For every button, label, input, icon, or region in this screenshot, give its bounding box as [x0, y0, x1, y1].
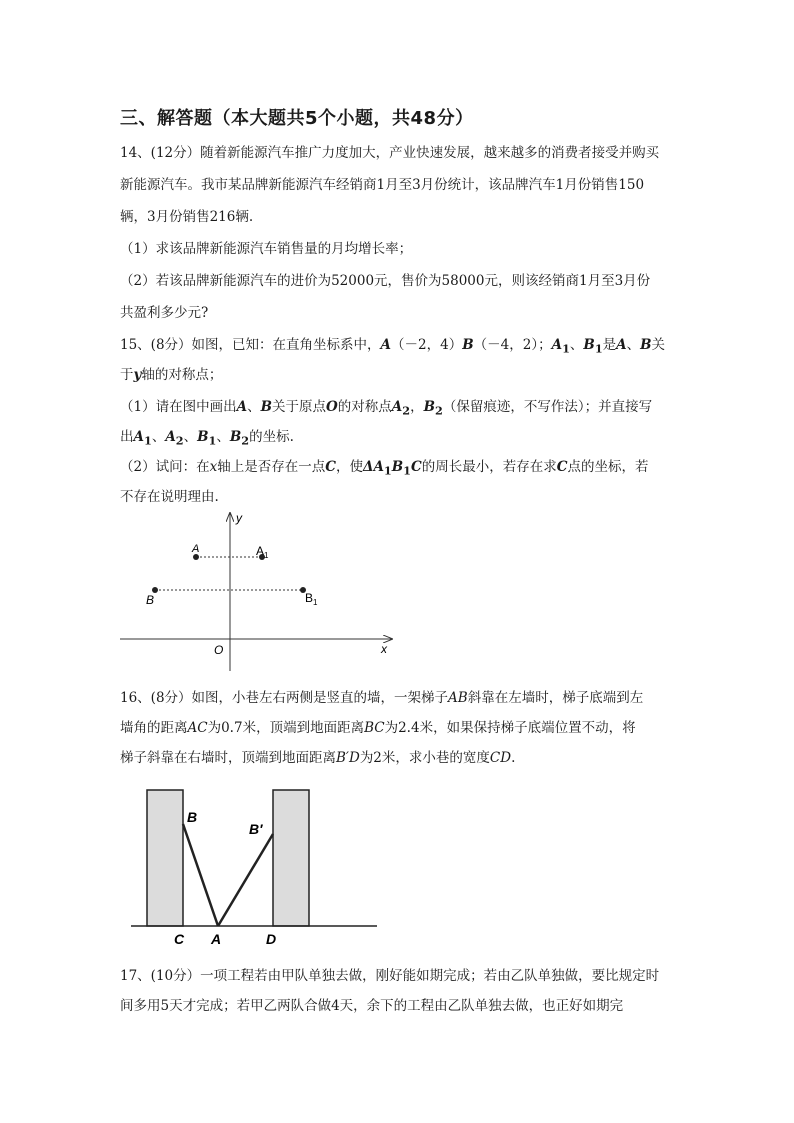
q14-line3: 辆，3月份销售216辆.: [120, 209, 254, 225]
q15-line2: [120, 365, 222, 385]
point-b1-label: $B_1$: [305, 591, 318, 607]
q16-text: .: [511, 750, 516, 766]
q16-text: 16、(8分）如图，小巷左右两侧是竖直的墙，一架梯子: [120, 690, 449, 706]
x-axis-label: x: [381, 642, 387, 656]
q14-part2-line1: （2）若该品牌新能源汽车的进价为52000元，售价为58000元，则该经销商1月至3月份: [120, 273, 651, 289]
ladder-left: [183, 824, 218, 926]
segment-bd: B′D: [336, 750, 360, 766]
point-c-label: C: [556, 459, 568, 475]
point-b-prime-label: B′: [249, 821, 263, 837]
point-a-label: A: [192, 543, 200, 555]
subscript: 1: [403, 463, 411, 478]
q15-text: 关于原点: [272, 399, 326, 415]
ladder-diagram: [125, 780, 385, 950]
q14-line1: 14、(12分）随着新能源汽车推广力度加大，产业快速发展，越来越多的消费者接受并购买: [120, 145, 660, 161]
subscript: 2: [402, 403, 411, 418]
point-a-label: A: [236, 399, 248, 415]
q15-part1-line2: [120, 427, 294, 451]
separator: 、: [247, 399, 261, 415]
subscript: 2: [435, 403, 443, 418]
point-label: B: [391, 459, 404, 475]
separator: 、: [183, 429, 198, 445]
q17-line2: 间多用5天才完成；若甲乙两队合做4天，余下的工程由乙队单独去做，也正好如期完: [120, 998, 624, 1014]
q16-text: 梯子斜靠在右墙时，顶端到地面距离: [120, 750, 336, 766]
segment-ac: AC: [187, 720, 208, 736]
segment-ab: AB: [448, 690, 468, 706]
subscript: 2: [175, 433, 184, 448]
q16-line2: [120, 718, 636, 738]
q16-text: 为2.4米，如果保持梯子底端位置不动，将: [384, 720, 636, 736]
subscript: 1: [594, 341, 603, 356]
q14-part1: （1）求该品牌新能源汽车销售量的月均增长率；: [120, 241, 413, 257]
q15-text: （2）试问：在: [120, 459, 210, 475]
point-label: B: [229, 429, 242, 445]
point-b-label: B: [640, 337, 652, 353]
separator: 、: [569, 337, 584, 353]
q16-text: 为2米，求小巷的宽度: [359, 750, 490, 766]
q15-text: （保留痕迹，不写作法）；并直接写: [442, 399, 653, 415]
q15-part2-line2: 不存在说明理由.: [120, 489, 219, 505]
q15-text: 是: [602, 337, 617, 353]
separator: 、: [216, 429, 230, 445]
subscript: 2: [241, 433, 250, 448]
subscript: 1: [208, 433, 217, 448]
q17-line1: 17、(10分）一项工程若由甲队单独去做，刚好能如期完成；若由乙队单独做，要比规定时: [120, 968, 660, 984]
point-c-label: C: [411, 459, 422, 475]
point-b2-label: B: [423, 399, 435, 415]
point-a1-label: $A_1$: [256, 544, 269, 560]
q14-part2-line2: 共盈利多少元?: [120, 305, 209, 321]
point-c-label: C: [325, 459, 336, 475]
point-c-label: C: [174, 931, 185, 947]
q16-text: 斜靠在左墙时，梯子底端到左: [467, 690, 644, 706]
q15-text: 15、(8分）如图，已知：在直角坐标系中，: [120, 337, 381, 353]
subscript: 1: [383, 463, 392, 478]
segment-cd: CD: [489, 750, 512, 766]
point-a1-label: A: [551, 337, 563, 353]
q15-text: 的坐标.: [249, 429, 294, 445]
q16-text: 为0.7米，顶端到地面距离: [207, 720, 365, 736]
left-wall: [147, 790, 183, 926]
q16-line3: [120, 748, 515, 768]
point-a-label: A: [211, 931, 222, 947]
right-wall: [273, 790, 309, 926]
separator: 、: [151, 429, 166, 445]
point-a-coord: （－2，4）: [391, 337, 463, 353]
origin-label: O: [214, 643, 224, 657]
q16-line1: [120, 688, 643, 708]
q15-text: 轴上是否存在一点: [217, 459, 326, 475]
point-b-coord: （－4，2）；: [473, 337, 552, 353]
q15-part1-line1: [120, 397, 652, 421]
q15-text: 的对称点: [337, 399, 392, 415]
section-title: 三、解答题（本大题共5个小题，共48分）: [120, 108, 474, 129]
point-b-label: B: [187, 809, 198, 825]
q15-text: 关: [651, 337, 666, 353]
q15-text: 于: [120, 367, 134, 383]
q16-text: 墙角的距离: [120, 720, 188, 736]
subscript: 1: [562, 341, 570, 356]
q15-text: 的周长最小，若存在求: [421, 459, 557, 475]
q15-text: ，使: [335, 459, 363, 475]
separator: 、: [626, 337, 641, 353]
q15-text: 出: [120, 429, 134, 445]
point-label: A: [165, 429, 176, 445]
q15-text: 点的坐标，若: [567, 459, 649, 475]
point-b-label: B: [462, 337, 474, 353]
coordinate-diagram: [110, 505, 410, 680]
point-b1-label: B: [583, 337, 595, 353]
y-axis-label: y: [236, 511, 242, 525]
point-d-label: D: [266, 931, 277, 947]
x-axis-symbol: x: [209, 459, 218, 475]
q15-line1: [120, 335, 665, 359]
y-axis-symbol: y: [133, 367, 142, 383]
point-label: A: [133, 429, 144, 445]
origin-label: O: [326, 399, 338, 415]
q15-part2-line1: [120, 457, 649, 481]
segment-bc: BC: [364, 720, 385, 736]
point-a2-label: A: [391, 399, 403, 415]
point-label: B: [197, 429, 209, 445]
point-a-label: A: [380, 337, 392, 353]
point-a-label: A: [616, 337, 627, 353]
q15-text: 轴的对称点；: [141, 367, 223, 383]
q15-text: （1）请在图中画出: [120, 399, 237, 415]
point-b-label: B: [146, 593, 155, 607]
point-b-label: B: [260, 399, 272, 415]
triangle-symbol: ΔA: [362, 459, 384, 475]
separator: ，: [410, 399, 424, 415]
ladder-right: [218, 834, 273, 926]
subscript: 1: [143, 433, 152, 448]
q14-line2: 新能源汽车。我市某品牌新能源汽车经销商1月至3月份统计，该品牌汽车1月份销售150: [120, 177, 645, 193]
